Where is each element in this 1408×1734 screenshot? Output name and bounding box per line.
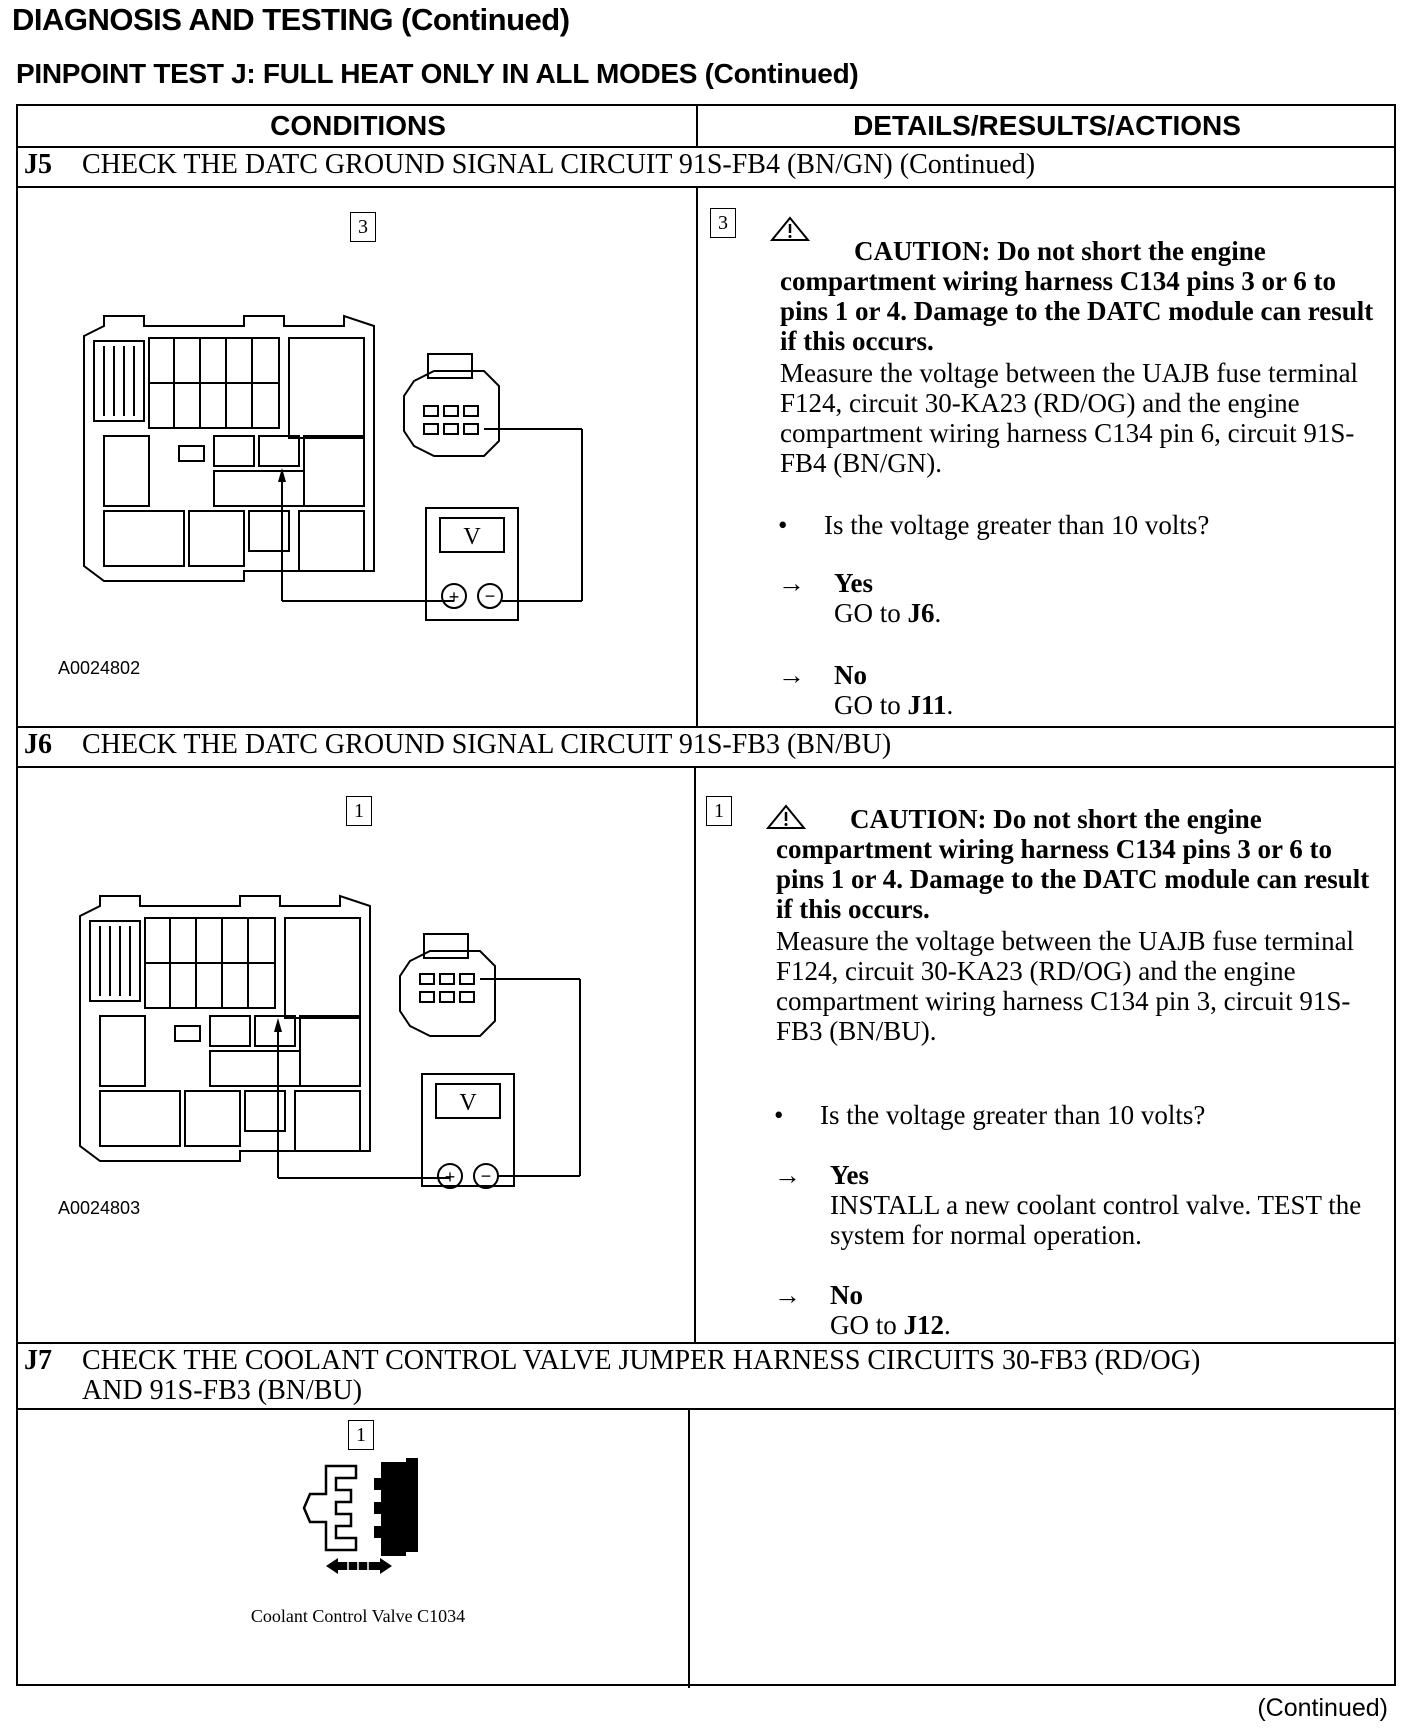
yes-action: GO to J6. xyxy=(834,598,942,628)
question-text: Is the voltage greater than 10 volts? xyxy=(820,1100,1206,1130)
step-number-box: 1 xyxy=(346,796,372,826)
no-answer xyxy=(834,660,953,720)
divider xyxy=(18,186,1394,188)
yes-arrow-icon: → xyxy=(774,1160,801,1190)
page-footer-continued: (Continued) xyxy=(1257,1694,1388,1722)
yes-arrow-icon: → xyxy=(778,568,805,598)
instruction-text: Measure the voltage between the UAJB fuse terminal F124, circuit 30-KA23 (RD/OG) and the engine compartment wiring harness C134 pin 6, circuit 91S-FB4 (BN/GN). xyxy=(780,358,1359,478)
question-bullet: • xyxy=(774,1100,784,1130)
divider xyxy=(18,1408,1394,1410)
step-title: CHECK THE DATC GROUND SIGNAL CIRCUIT 91S-FB4 (BN/GN) (Continued) xyxy=(82,149,1036,180)
divider xyxy=(696,106,698,146)
goto-link[interactable]: J11 xyxy=(907,690,947,720)
no-label: No xyxy=(834,660,867,690)
svg-text:+: + xyxy=(448,587,460,607)
page-header-title: DIAGNOSIS AND TESTING (Continued) xyxy=(12,2,570,37)
caution-label: CAUTION: Do not short the engine compartment wiring harness C134 pins 3 or 6 to pins 1 or 4. Damage to the DATC module can result if this occurs. xyxy=(780,236,1374,356)
figure-id: A0024802 xyxy=(58,658,141,678)
figure-caption: Coolant Control Valve C1034 xyxy=(250,1606,466,1626)
conditions-column-header: CONDITIONS xyxy=(270,110,446,141)
meter-volt-label: V xyxy=(463,524,481,550)
yes-action: INSTALL a new coolant control valve. TEST the system for normal operation. xyxy=(830,1190,1362,1250)
step-j5-header xyxy=(18,150,1394,180)
divider xyxy=(18,726,1394,728)
no-arrow-icon: → xyxy=(774,1280,801,1310)
goto-link[interactable]: J6 xyxy=(907,598,935,628)
junction-box-voltmeter-diagram xyxy=(40,826,640,1206)
instruction-text: Measure the voltage between the UAJB fuse terminal F124, circuit 30-KA23 (RD/OG) and the engine compartment wiring harness C134 pin 3, circuit 91S-FB3 (BN/BU). xyxy=(776,926,1355,1046)
caution-block xyxy=(710,206,1380,236)
no-action: GO to J11. xyxy=(834,690,954,720)
divider xyxy=(18,1342,1394,1344)
yes-label: Yes xyxy=(830,1160,869,1190)
divider xyxy=(18,146,1394,148)
divider xyxy=(696,186,698,726)
svg-text:−: − xyxy=(480,1166,492,1186)
step-number-box: 1 xyxy=(348,1420,374,1450)
step-number-box: 1 xyxy=(706,796,732,826)
step-code: J5 xyxy=(24,149,52,180)
no-answer xyxy=(830,1280,951,1340)
step-j7-header xyxy=(18,1346,1394,1406)
question-text: Is the voltage greater than 10 volts? xyxy=(824,510,1210,540)
yes-answer xyxy=(830,1160,1390,1250)
meter-volt-label: V xyxy=(459,1090,477,1116)
figure-id: A0024803 xyxy=(58,1198,141,1218)
step-code: J6 xyxy=(24,729,52,760)
yes-answer xyxy=(834,568,941,628)
junction-box-voltmeter-diagram xyxy=(44,246,644,626)
step-j6-header xyxy=(18,730,1394,760)
step-title: CHECK THE COOLANT CONTROL VALVE JUMPER HARNESS CIRCUITS 30-FB3 (RD/OG) xyxy=(82,1345,1201,1376)
no-arrow-icon: → xyxy=(778,660,805,690)
caution-label: CAUTION: Do not short the engine compartment wiring harness C134 pins 3 or 6 to pins 1 or 4. Damage to the DATC module can result if this occurs. xyxy=(776,804,1370,924)
connector-separate-diagram xyxy=(296,1456,456,1576)
no-label: No xyxy=(830,1280,863,1310)
divider xyxy=(688,1408,690,1688)
step-code: J7 xyxy=(24,1345,52,1376)
svg-text:+: + xyxy=(444,1167,456,1187)
svg-text:−: − xyxy=(484,586,496,606)
yes-label: Yes xyxy=(834,568,873,598)
question-bullet: • xyxy=(778,510,788,540)
details-column-header: DETAILS/RESULTS/ACTIONS xyxy=(853,110,1241,141)
pinpoint-test-title: PINPOINT TEST J: FULL HEAT ONLY IN ALL MODES (Continued) xyxy=(16,58,859,89)
step-title: CHECK THE DATC GROUND SIGNAL CIRCUIT 91S-FB3 (BN/BU) xyxy=(82,729,892,760)
pinpoint-test-table xyxy=(16,104,1396,1686)
no-action: GO to J12. xyxy=(830,1310,951,1340)
divider xyxy=(18,766,1394,768)
step-number-box: 3 xyxy=(710,208,736,238)
step-number-box: 3 xyxy=(350,212,376,242)
divider xyxy=(694,766,696,1342)
step-title-continued: AND 91S-FB3 (BN/BU) xyxy=(82,1375,363,1406)
goto-link[interactable]: J12 xyxy=(903,1310,944,1340)
